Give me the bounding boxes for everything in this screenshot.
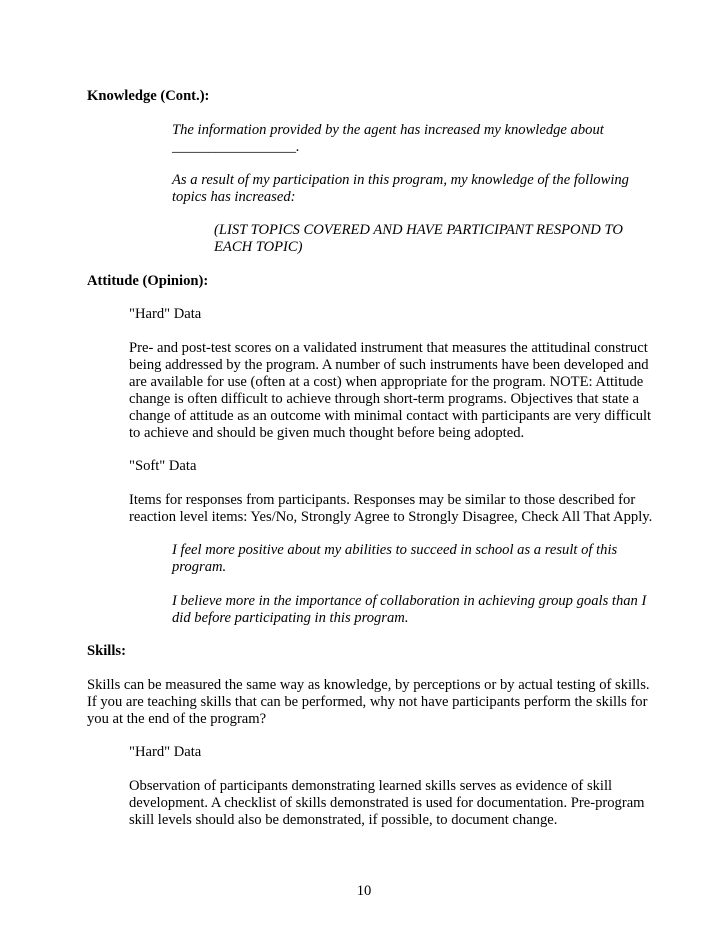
- page-number: 10: [356, 883, 372, 899]
- attitude-soft-data-paragraph: [129, 492, 652, 526]
- text-line: EACH TOPIC): [214, 239, 303, 255]
- attitude-heading: Attitude (Opinion):: [87, 273, 209, 289]
- text-line: (LIST TOPICS COVERED AND HAVE PARTICIPANT RESPOND TO: [214, 222, 623, 238]
- knowledge-statement-2: [172, 172, 629, 206]
- attitude-soft-data-label: "Soft" Data: [129, 458, 197, 474]
- text-line: Skills can be measured the same way as knowledge, by perceptions or by actual testing of skills.: [87, 677, 650, 693]
- attitude-hard-data-label: "Hard" Data: [129, 306, 202, 322]
- skills-hard-data-label: "Hard" Data: [129, 744, 202, 760]
- knowledge-instruction: [214, 222, 623, 256]
- text-line: being addressed by the program. A number of such instruments have been developed and: [129, 357, 649, 373]
- text-line: _________________.: [172, 139, 300, 155]
- text-line: The information provided by the agent has increased my knowledge about: [172, 122, 604, 138]
- text-line: I feel more positive about my abilities to succeed in school as a result of this: [172, 542, 618, 558]
- text-line: reaction level items: Yes/No, Strongly Agree to Strongly Disagree, Check All That Apply.: [129, 509, 653, 525]
- text-line: program.: [172, 559, 227, 575]
- attitude-hard-data-paragraph: [129, 340, 651, 442]
- text-line: As a result of my participation in this program, my knowledge of the following: [172, 172, 629, 188]
- skills-hard-data-paragraph: [129, 778, 645, 829]
- text-line: development. A checklist of skills demonstrated is used for documentation. Pre-program: [129, 795, 645, 811]
- text-line: skill levels should also be demonstrated, if possible, to document change.: [129, 812, 558, 828]
- text-line: you at the end of the program?: [87, 711, 267, 727]
- text-line: topics has increased:: [172, 189, 296, 205]
- knowledge-heading: Knowledge (Cont.):: [87, 88, 210, 104]
- text-line: did before participating in this program.: [172, 610, 409, 626]
- text-line: change of attitude as an outcome with minimal contact with participants are very difficult: [129, 408, 652, 424]
- attitude-example-1: [172, 542, 617, 576]
- knowledge-statement-1: [172, 122, 604, 156]
- text-line: I believe more in the importance of collaboration in achieving group goals than I: [172, 593, 647, 609]
- attitude-example-2: [172, 593, 646, 627]
- text-line: Observation of participants demonstrating learned skills serves as evidence of skill: [129, 778, 613, 794]
- text-line: Pre- and post-test scores on a validated instrument that measures the attitudinal construct: [129, 340, 648, 356]
- skills-heading: Skills:: [87, 643, 126, 659]
- text-line: change is often difficult to achieve through short-term programs. Objectives that state a: [129, 391, 639, 407]
- text-line: are available for use (often at a cost) when appropriate for the program. NOTE: Attitude: [129, 374, 644, 390]
- text-line: to achieve and should be given much thought before being adopted.: [129, 425, 525, 441]
- text-line: If you are teaching skills that can be performed, why not have participants perform the skills for: [87, 694, 648, 710]
- skills-intro-paragraph: [87, 677, 650, 728]
- text-line: Items for responses from participants. Responses may be similar to those described for: [129, 492, 636, 508]
